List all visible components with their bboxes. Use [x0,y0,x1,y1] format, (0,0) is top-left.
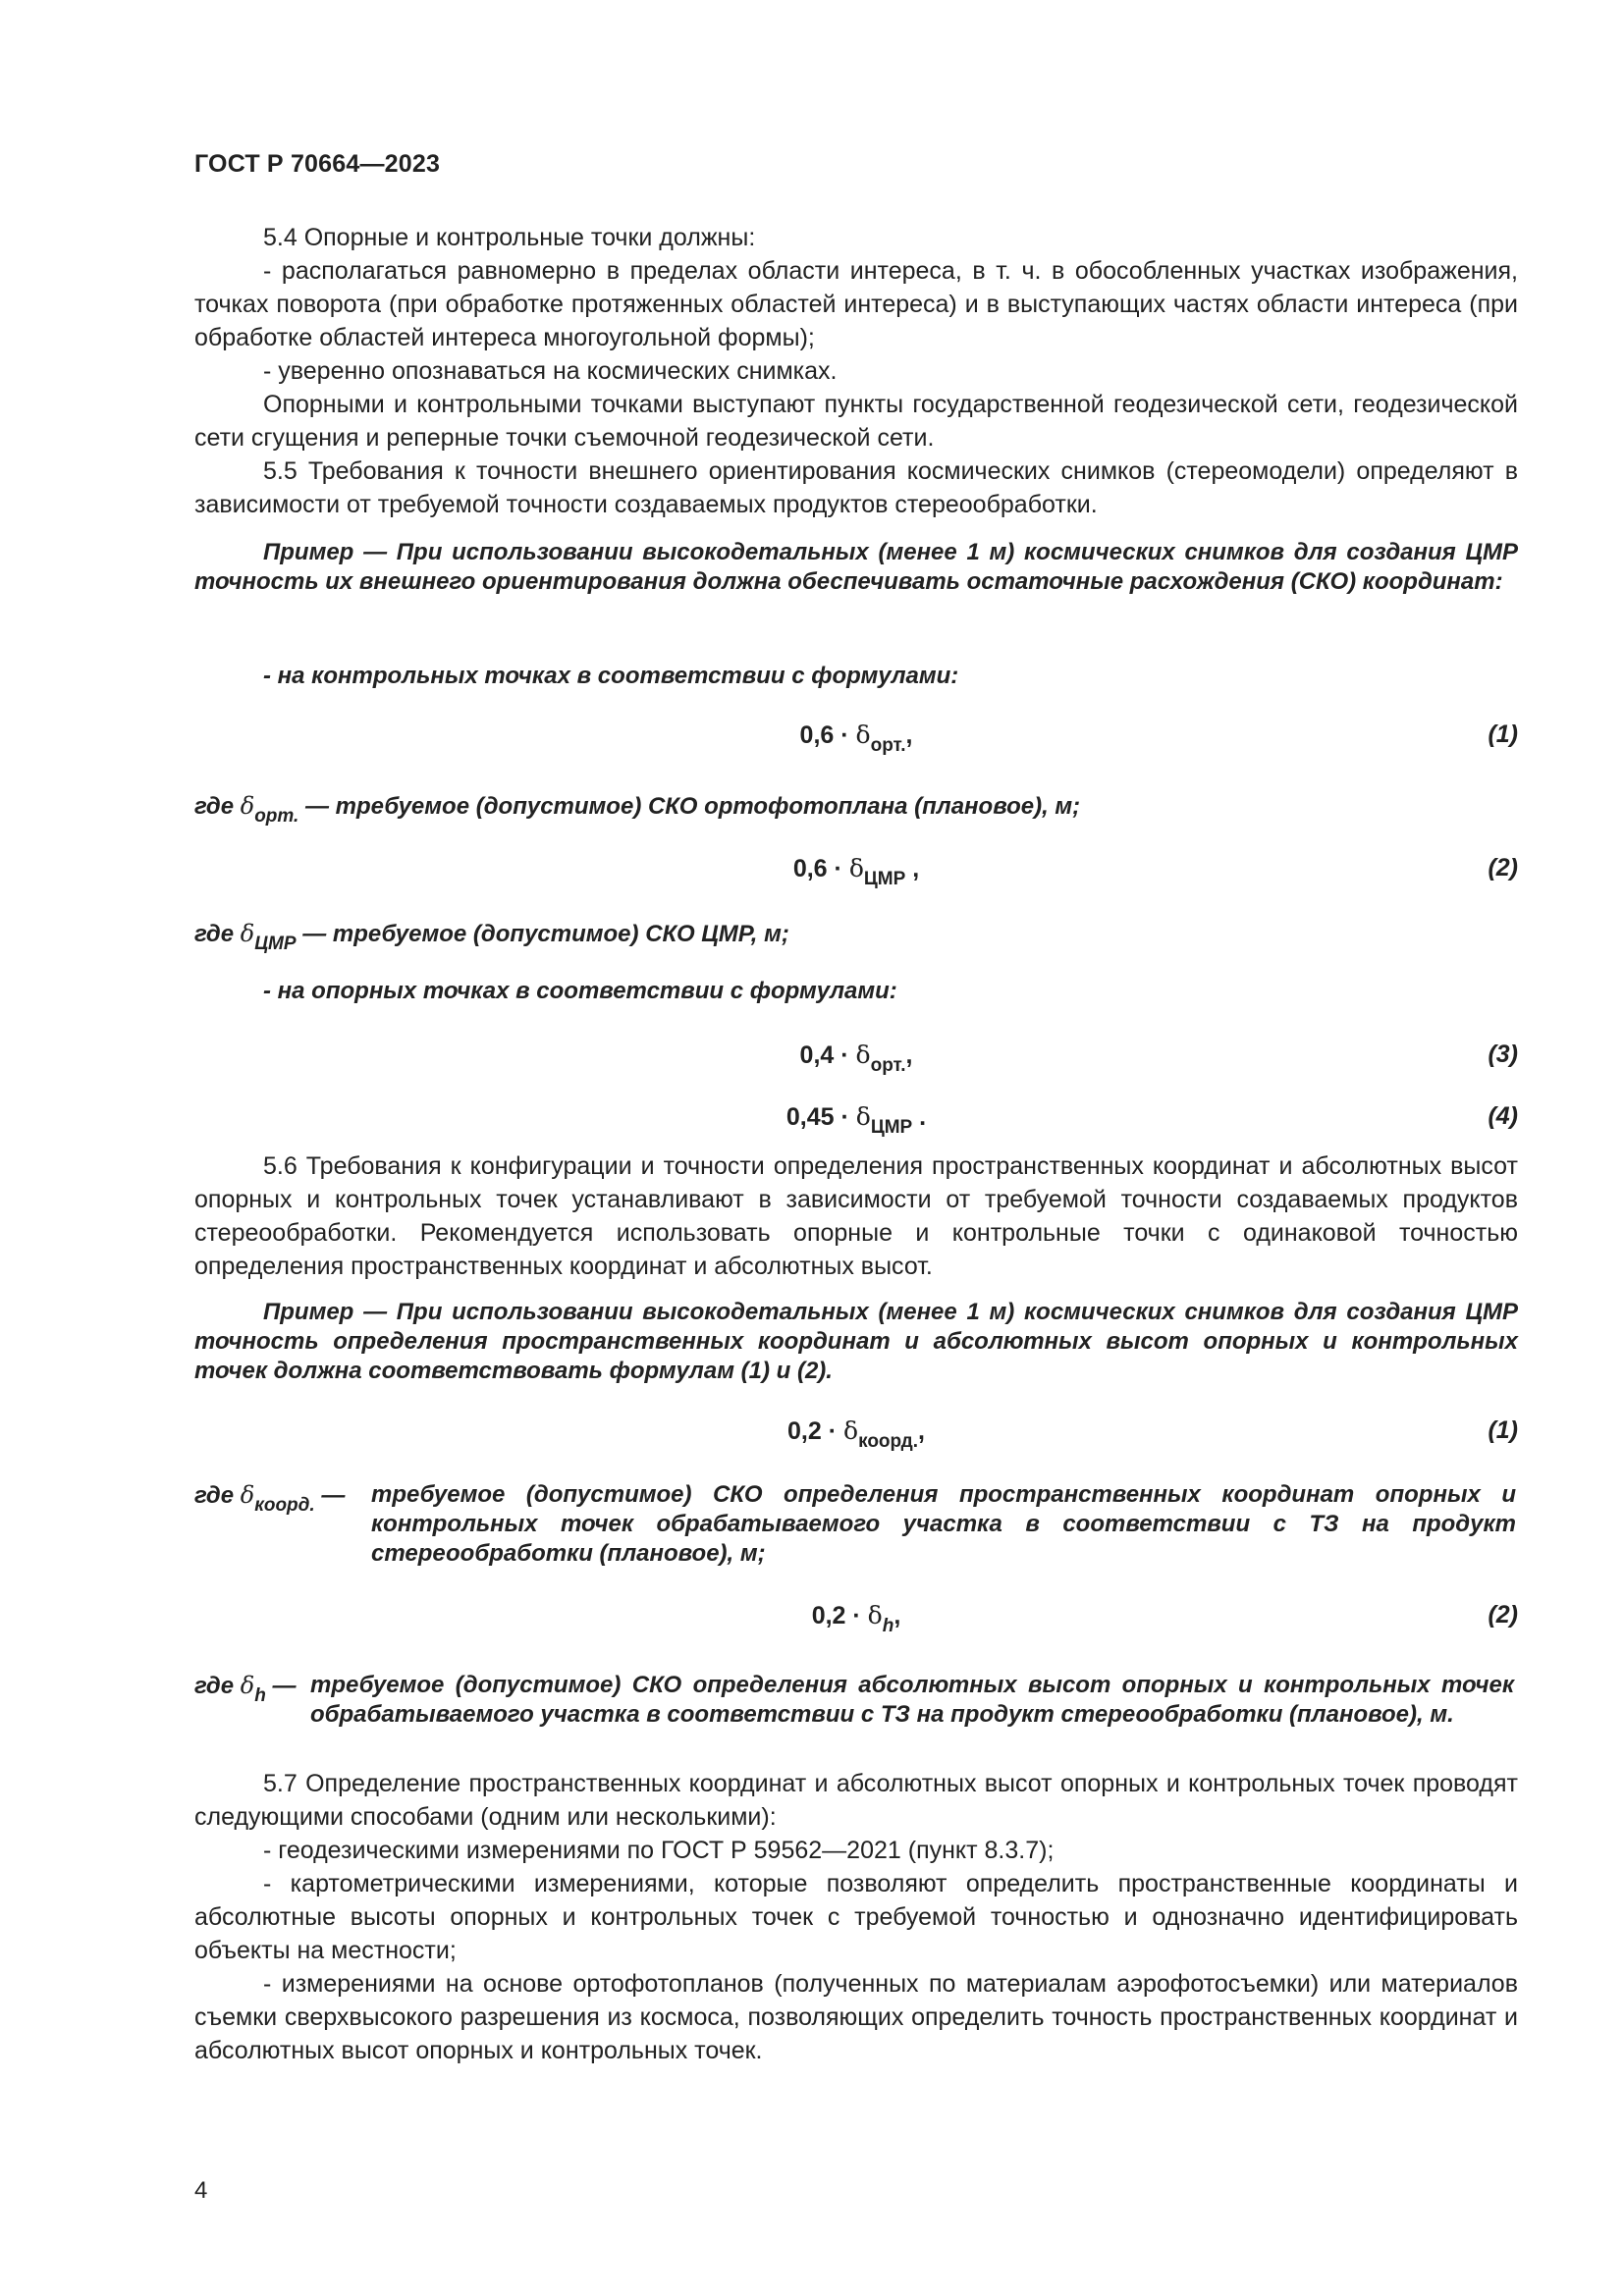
formula-number: (1) [1488,721,1518,748]
example-text: Пример — При использовании высокодетальных (менее 1 м) космических снимков для создания ЦМР точность определения пространственных координат и абсолютных высот опорных и контрольных точек должна соответствовать формулам (1) и (2). [194,1299,1518,1384]
formula-where: где $\delta_h$ — требуемое (допустимое) СКО определения абсолютных высот опорных и контрольных точек обрабатываемого участка в соответствии с ТЗ на продукт стереообработки (плановое), м. [194,1672,1514,1728]
formula-where: где $\delta_{ЦМР}$ — требуемое (допустимое) СКО ЦМР, м; [194,920,789,954]
paragraph: 5.7 Определение пространственных координат и абсолютных высот опорных и контрольных точек проводят следующими способами (одним или несколькими): [194,1770,1518,1831]
formula-number: (1) [1488,1416,1518,1444]
section-5-6 [194,1149,1518,1283]
paragraph: - уверенно опознаваться на космических снимках. [263,357,838,385]
formula-number: (4) [1488,1102,1518,1130]
paragraph: - геодезическими измерениями по ГОСТ Р 59562—2021 (пункт 8.3.7); [263,1837,1055,1864]
formula: $0,2 \cdot \delta_h$, (2) [811,1601,1518,1636]
example-1 [194,538,1518,597]
section-5-4-5-5 [194,221,1518,521]
paragraph: 5.4 Опорные и контрольные точки должны: [263,224,756,251]
formula: $0,45 \cdot \delta_{ЦМР}$ . (4) [785,1102,1518,1138]
example-1-control [194,662,1518,691]
example-2 [194,1298,1518,1386]
formula-where: где $\delta_{орт.}$ — требуемое (допустимое) СКО ортофотоплана (плановое), м; [194,792,1081,827]
formula-where: где $\delta_{коорд.}$ — требуемое (допустимое) СКО определения пространственных координат опорных и контрольных точек обрабатываемого участка в соответствии с ТЗ на продукт стереообработки (плановое), м; [194,1481,1516,1567]
formula: $0,2 \cdot \delta_{коорд.}$, (1) [787,1416,1518,1452]
paragraph: 5.6 Требования к конфигурации и точности определения пространственных координат и абсолютных высот опорных и контрольных точек устанавливают в зависимости от требуемой точности создаваемых продуктов стереообработки. Рекомендуется использовать опорные и контрольные точки с одинаковой точностью определения пространственных координат и абсолютных высот. [194,1152,1518,1280]
example-1-reference [194,977,1518,1006]
example-list-item: - на контрольных точках в соответствии с формулами: [263,663,959,689]
paragraph: - измерениями на основе ортофотопланов (полученных по материалам аэрофотосъемки) или материалов съемки сверхвысокого разрешения из космоса, позволяющих определить точность пространственных координат и абсолютных высот опорных и контрольных точек. [194,1970,1518,2064]
section-5-7 [194,1767,1518,2067]
paragraph: - картометрическими измерениями, которые позволяют определить пространственные координаты и абсолютные высоты опорных и контрольных точек с требуемой точностью и однозначно идентифицировать объекты на местности; [194,1870,1518,1964]
example-list-item: - на опорных точках в соответствии с формулами: [263,978,897,1004]
example-text: Пример — При использовании высокодетальных (менее 1 м) космических снимков для создания ЦМР точность их внешнего ориентирования должна обеспечивать остаточные расхождения (СКО) координат: [194,539,1518,595]
formula: $0,6 \cdot \delta_{ЦМР}$ , (2) [792,854,1518,889]
page-number: 4 [194,2177,208,2204]
paragraph: Опорными и контрольными точками выступают пункты государственной геодезической сети, геодезической сети сгущения и реперные точки съемочной геодезической сети. [194,391,1518,452]
formula: $0,6 \cdot \delta_{орт.}$, (1) [799,721,1518,756]
formula-number: (2) [1488,1601,1518,1629]
document-header: ГОСТ Р 70664—2023 [194,150,441,178]
formula-number: (2) [1488,854,1518,881]
paragraph: 5.5 Требования к точности внешнего ориентирования космических снимков (стереомодели) определяют в зависимости от требуемой точности создаваемых продуктов стереообработки. [194,457,1518,518]
paragraph: - располагаться равномерно в пределах области интереса, в т. ч. в обособленных участках изображения, точках поворота (при обработке протяженных областей интереса) и в выступающих частях области интереса (при обработке областей интереса многоугольной формы); [194,257,1518,351]
formula-number: (3) [1488,1041,1518,1068]
formula: $0,4 \cdot \delta_{орт.}$, (3) [799,1041,1518,1076]
